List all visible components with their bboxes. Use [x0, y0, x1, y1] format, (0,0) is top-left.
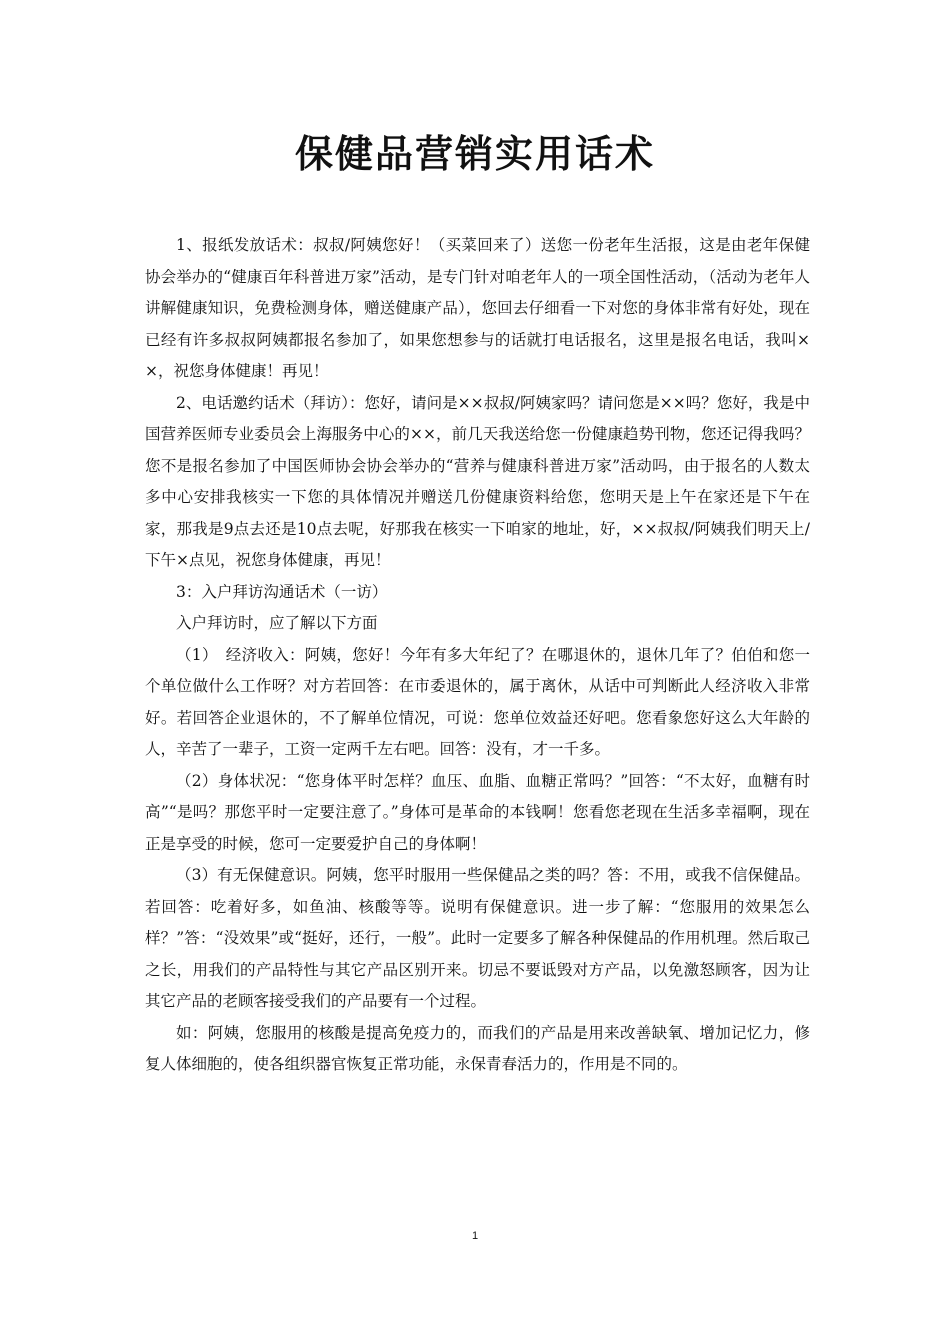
paragraph-example: 如：阿姨，您服用的核酸是提高免疫力的，而我们的产品是用来改善缺氧、增加记忆力，修复人体细胞的，使各组织器官恢复正常功能，永保青春活力的，作用是不同的。 — [145, 1023, 810, 1073]
paragraph-home-visit-heading: 3：入户拜访沟通话术（一访） — [176, 582, 388, 601]
paragraph-economic-income: （1） 经济收入：阿姨，您好！今年有多大年纪了？在哪退休的，退休几年了？伯伯和您一个单位做什么工作呀？对方若回答：在市委退休的，属于离休，从话中可判断此人经济收入非常好。若回答企业退休的，不了解单位情况，可说：您单位效益还好吧。您看象您好这么大年龄的人，辛苦了一辈子，工资一定两千左右吧。回答：没有，才一千多。 — [145, 645, 810, 758]
page-number: 1 — [471, 1230, 479, 1242]
paragraph-home-visit-intro: 入户拜访时，应了解以下方面 — [176, 614, 378, 632]
paragraph-phone-invitation-script: 2、电话邀约话术（拜访）：您好，请问是××叔叔/阿姨家吗？请问您是××吗？您好，我是中国营养医师专业委员会上海服务中心的××，前几天我送给您一份健康趋势刊物，您还记得我吗？您不是报名参加了中国医师协会协会举办的“营养与健康科普进万家”活动吗，由于报名的人数太多中心安排我核实一下您的具体情况并赠送几份健康资料给您，您明天是上午在家还是下午在家，那我是9点去还是10点去呢，好那我在核实一下咱家的地址，好，××叔叔/阿姨我们明天上/下午×点见，祝您身体健康，再见！ — [145, 393, 810, 569]
document-title: 保健品营销实用话术 — [294, 131, 655, 176]
document-body — [145, 230, 810, 1081]
paragraph-health-awareness: （3）有无保健意识。阿姨，您平时服用一些保健品之类的吗？答：不用，或我不信保健品。若回答：吃着好多，如鱼油、核酸等等。说明有保健意识。进一步了解：“您服用的效果怎么样？”答：“没效果”或“挺好，还行，一般”。此时一定要多了解各种保健品的作用机理。然后取己之长，用我们的产品特性与其它产品区别开来。切忌不要诋毁对方产品，以免激怒顾客，因为让其它产品的老顾客接受我们的产品要有一个过程。 — [145, 866, 810, 1010]
paragraph-health-status: （2）身体状况：“您身体平时怎样？血压、血脂、血糖正常吗？”回答：“不太好，血糖有时高”“是吗？那您平时一定要注意了。”身体可是革命的本钱啊！您看您老现在生活多幸福啊，现在正是享受的时候，您可一定要爱护自己的身体啊！ — [145, 771, 810, 853]
paragraph-newspaper-script: 1、报纸发放话术：叔叔/阿姨您好！（买菜回来了）送您一份老年生活报，这是由老年保健协会举办的“健康百年科普进万家”活动，是专门针对咱老年人的一项全国性活动，（活动为老年人讲解健康知识，免费检测身体，赠送健康产品），您回去仔细看一下对您的身体非常有好处，现在已经有许多叔叔阿姨都报名参加了，如果您想参与的话就打电话报名，这里是报名电话，我叫××，祝您身体健康！再见！ — [145, 236, 810, 380]
